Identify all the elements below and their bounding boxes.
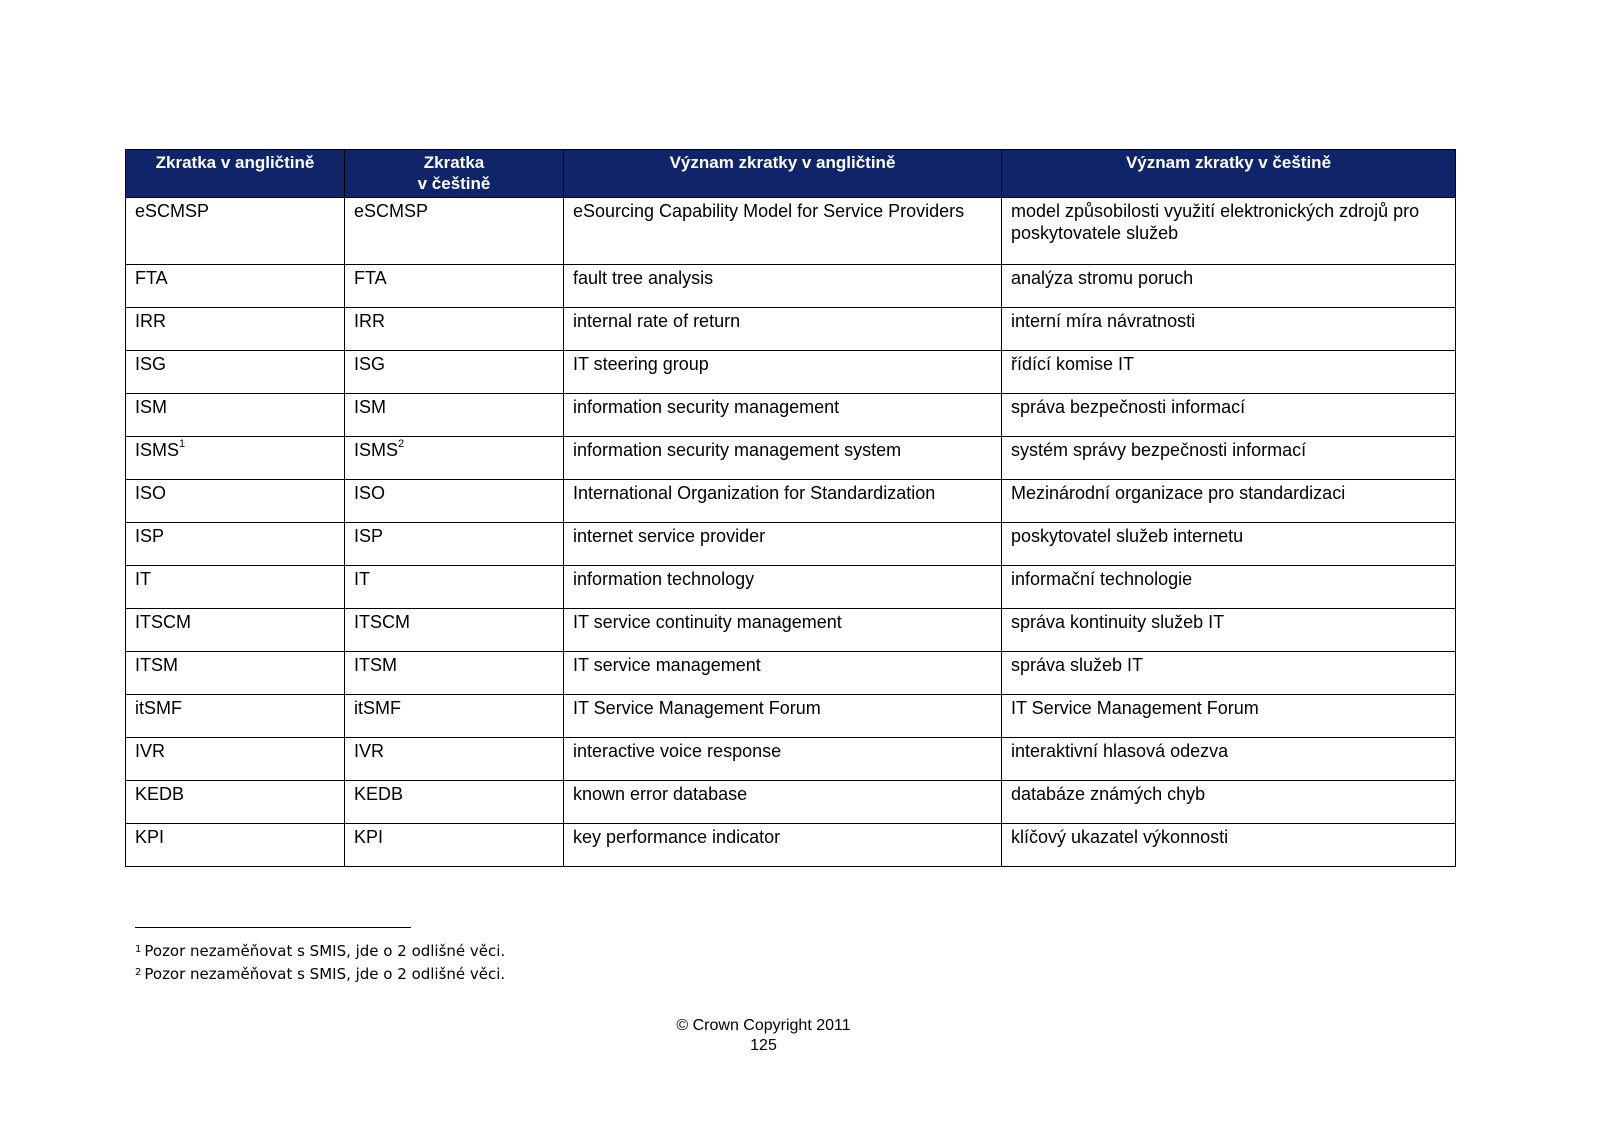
abbr-en-text: KPI xyxy=(135,827,165,847)
header-meaning-cz: Význam zkratky v češtině xyxy=(1002,150,1456,198)
abbr-en-text: eSCMSP xyxy=(135,201,210,221)
meaning-cz-text: poskytovatel služeb internetu xyxy=(1011,526,1244,546)
meaning-cz-text: správa bezpečnosti informací xyxy=(1011,397,1246,417)
abbr-cz-cell xyxy=(345,695,564,738)
meaning-en-text: eSourcing Capability Model for Service Providers xyxy=(573,201,965,221)
abbr-en-cell xyxy=(126,437,345,480)
footnote xyxy=(135,940,505,963)
abbr-en-text: ISO xyxy=(135,483,167,503)
meaning-cz-text: databáze známých chyb xyxy=(1011,784,1206,804)
abbr-en-text: ISMS xyxy=(135,440,180,460)
meaning-cz-cell xyxy=(1002,695,1456,738)
meaning-en-text: IT steering group xyxy=(573,354,709,374)
abbr-cz-cell xyxy=(345,198,564,265)
meaning-cz-text: správa služeb IT xyxy=(1011,655,1144,675)
meaning-cz-cell xyxy=(1002,824,1456,867)
abbr-cz-text: KPI xyxy=(354,827,384,847)
footnote-reference: 2 xyxy=(398,438,405,450)
table-row xyxy=(126,265,1456,308)
abbr-en-cell xyxy=(126,394,345,437)
meaning-cz-cell xyxy=(1002,198,1456,265)
meaning-cz-cell xyxy=(1002,308,1456,351)
table-row xyxy=(126,480,1456,523)
meaning-cz-text: řídící komise IT xyxy=(1011,354,1135,374)
table-row xyxy=(126,609,1456,652)
abbr-cz-cell xyxy=(345,394,564,437)
meaning-en-text: IT service continuity management xyxy=(573,612,842,632)
meaning-cz-text: správa kontinuity služeb IT xyxy=(1011,612,1225,632)
table-row xyxy=(126,781,1456,824)
abbr-cz-cell xyxy=(345,437,564,480)
meaning-cz-text: analýza stromu poruch xyxy=(1011,268,1194,288)
meaning-en-cell xyxy=(564,265,1002,308)
abbr-en-text: FTA xyxy=(135,268,168,288)
meaning-en-cell xyxy=(564,394,1002,437)
meaning-en-cell xyxy=(564,566,1002,609)
abbr-cz-text: ITSM xyxy=(354,655,397,675)
abbr-en-cell xyxy=(126,265,345,308)
meaning-en-text: interactive voice response xyxy=(573,741,782,761)
abbr-cz-text: IVR xyxy=(354,741,385,761)
abbr-en-text: IT xyxy=(135,569,151,589)
footnotes xyxy=(135,940,505,986)
abbr-en-cell xyxy=(126,609,345,652)
table-row xyxy=(126,824,1456,867)
table-row xyxy=(126,738,1456,781)
meaning-en-cell xyxy=(564,781,1002,824)
table-header-row xyxy=(126,150,1456,198)
abbr-en-cell xyxy=(126,781,345,824)
table-row xyxy=(126,394,1456,437)
abbr-en-cell xyxy=(126,695,345,738)
abbr-cz-cell xyxy=(345,523,564,566)
meaning-en-cell xyxy=(564,308,1002,351)
meaning-en-cell xyxy=(564,351,1002,394)
abbr-cz-text: KEDB xyxy=(354,784,404,804)
abbr-en-text: ISG xyxy=(135,354,167,374)
abbr-cz-cell xyxy=(345,824,564,867)
meaning-cz-text: model způsobilosti využití elektronických zdrojů pro poskytovatele služeb xyxy=(1011,201,1420,243)
meaning-en-cell xyxy=(564,523,1002,566)
page-number: 125 xyxy=(750,1037,777,1054)
abbr-cz-cell xyxy=(345,781,564,824)
meaning-en-cell xyxy=(564,609,1002,652)
meaning-en-cell xyxy=(564,198,1002,265)
abbr-cz-text: IT xyxy=(354,569,370,589)
meaning-cz-cell xyxy=(1002,480,1456,523)
meaning-cz-text: interní míra návratnosti xyxy=(1011,311,1196,331)
meaning-cz-text: Mezinárodní organizace pro standardizaci xyxy=(1011,483,1346,503)
meaning-cz-cell xyxy=(1002,351,1456,394)
meaning-cz-cell xyxy=(1002,394,1456,437)
meaning-cz-text: klíčový ukazatel výkonnosti xyxy=(1011,827,1229,847)
header-abbr-cz: Zkratka v češtině xyxy=(345,150,564,198)
copyright-notice: © Crown Copyright 2011 xyxy=(676,1017,851,1034)
table-row xyxy=(126,566,1456,609)
abbr-en-text: KEDB xyxy=(135,784,185,804)
footnote-text: Pozor nezaměňovat s SMIS, jde o 2 odlišné věci. xyxy=(144,965,506,983)
abbr-en-cell xyxy=(126,480,345,523)
table-row xyxy=(126,523,1456,566)
header-meaning-en: Význam zkratky v angličtině xyxy=(564,150,1002,198)
footnote xyxy=(135,963,505,986)
abbr-en-text: IRR xyxy=(135,311,166,331)
abbr-cz-text: FTA xyxy=(354,268,387,288)
meaning-en-cell xyxy=(564,695,1002,738)
meaning-cz-cell xyxy=(1002,781,1456,824)
meaning-en-text: fault tree analysis xyxy=(573,268,714,288)
meaning-en-cell xyxy=(564,480,1002,523)
abbr-en-text: ITSM xyxy=(135,655,178,675)
abbr-en-text: IVR xyxy=(135,741,166,761)
abbr-cz-text: ISMS xyxy=(354,440,399,460)
page-footer xyxy=(0,1016,1527,1056)
abbr-cz-cell xyxy=(345,652,564,695)
meaning-en-text: key performance indicator xyxy=(573,827,781,847)
abbr-cz-cell xyxy=(345,609,564,652)
abbr-cz-text: itSMF xyxy=(354,698,401,718)
meaning-cz-cell xyxy=(1002,609,1456,652)
table-row xyxy=(126,198,1456,265)
meaning-en-text: information technology xyxy=(573,569,755,589)
abbr-cz-text: eSCMSP xyxy=(354,201,429,221)
abbr-cz-cell xyxy=(345,566,564,609)
footnote-mark: 1 xyxy=(135,944,142,955)
abbr-cz-text: ISO xyxy=(354,483,386,503)
meaning-cz-cell xyxy=(1002,523,1456,566)
abbr-cz-cell xyxy=(345,738,564,781)
abbr-en-cell xyxy=(126,523,345,566)
abbr-en-cell xyxy=(126,351,345,394)
meaning-en-text: IT service management xyxy=(573,655,761,675)
meaning-en-text: IT Service Management Forum xyxy=(573,698,821,718)
abbr-en-text: ITSCM xyxy=(135,612,191,632)
footnote-text: Pozor nezaměňovat s SMIS, jde o 2 odlišné věci. xyxy=(144,942,506,960)
abbr-cz-text: ITSCM xyxy=(354,612,410,632)
abbr-cz-text: ISG xyxy=(354,354,386,374)
abbr-cz-cell xyxy=(345,480,564,523)
abbr-cz-cell xyxy=(345,351,564,394)
table-row xyxy=(126,695,1456,738)
meaning-cz-text: IT Service Management Forum xyxy=(1011,698,1259,718)
abbr-cz-cell xyxy=(345,308,564,351)
table-row xyxy=(126,652,1456,695)
abbr-cz-text: ISP xyxy=(354,526,384,546)
meaning-en-cell xyxy=(564,652,1002,695)
table-body xyxy=(126,198,1456,867)
abbr-en-text: itSMF xyxy=(135,698,182,718)
footnote-separator xyxy=(135,927,411,928)
meaning-cz-cell xyxy=(1002,437,1456,480)
abbreviation-table xyxy=(125,149,1456,867)
header-abbr-en: Zkratka v angličtině xyxy=(126,150,345,198)
abbr-en-cell xyxy=(126,308,345,351)
meaning-en-text: known error database xyxy=(573,784,748,804)
meaning-en-cell xyxy=(564,437,1002,480)
abbr-en-cell xyxy=(126,566,345,609)
meaning-en-text: information security management system xyxy=(573,440,902,460)
abbr-en-cell xyxy=(126,198,345,265)
meaning-cz-text: interaktivní hlasová odezva xyxy=(1011,741,1229,761)
meaning-en-cell xyxy=(564,738,1002,781)
meaning-cz-text: systém správy bezpečnosti informací xyxy=(1011,440,1307,460)
meaning-cz-cell xyxy=(1002,566,1456,609)
abbr-cz-cell xyxy=(345,265,564,308)
meaning-cz-cell xyxy=(1002,738,1456,781)
table-row xyxy=(126,351,1456,394)
meaning-en-text: International Organization for Standardization xyxy=(573,483,936,503)
meaning-en-text: internet service provider xyxy=(573,526,766,546)
footnote-reference: 1 xyxy=(179,438,186,450)
abbr-en-text: ISM xyxy=(135,397,168,417)
meaning-en-text: internal rate of return xyxy=(573,311,741,331)
table-row xyxy=(126,308,1456,351)
meaning-en-text: information security management xyxy=(573,397,840,417)
abbr-en-cell xyxy=(126,824,345,867)
abbr-en-text: ISP xyxy=(135,526,165,546)
footnote-mark: 2 xyxy=(135,967,142,978)
table-row xyxy=(126,437,1456,480)
abbr-en-cell xyxy=(126,652,345,695)
abbr-cz-text: ISM xyxy=(354,397,387,417)
meaning-cz-cell xyxy=(1002,265,1456,308)
abbr-en-cell xyxy=(126,738,345,781)
meaning-cz-cell xyxy=(1002,652,1456,695)
abbr-cz-text: IRR xyxy=(354,311,385,331)
meaning-cz-text: informační technologie xyxy=(1011,569,1193,589)
meaning-en-cell xyxy=(564,824,1002,867)
